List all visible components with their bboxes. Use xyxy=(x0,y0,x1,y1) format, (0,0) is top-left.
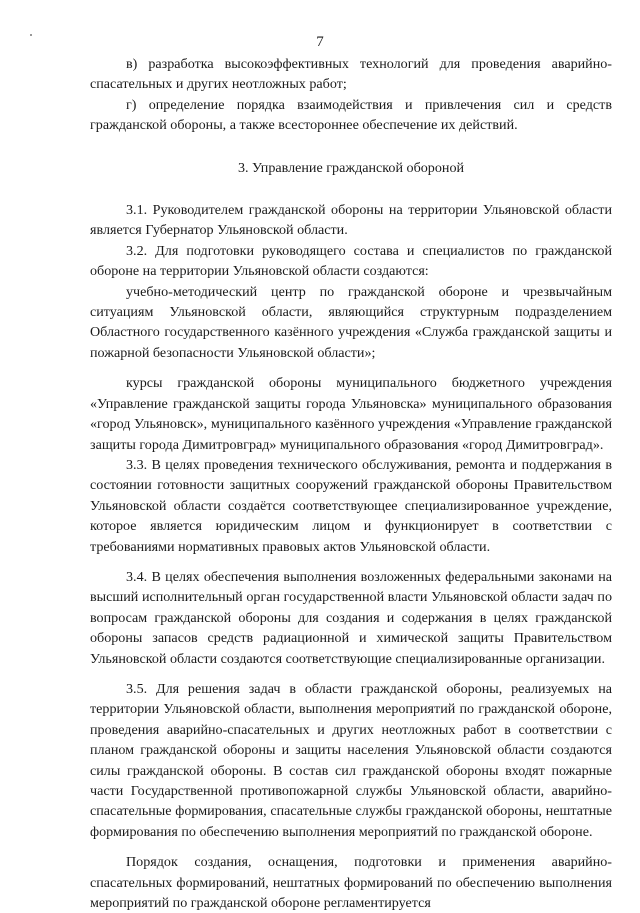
paragraph-g: г) определение порядка взаимодействия и привлечения сил и средств гражданской обороны, а также всестороннее обеспечение их действий. xyxy=(90,96,612,134)
paragraph-courses: курсы гражданской обороны муниципального бюджетного учреждения «Управление гражданской защиты города Ульяновска» муниципального образования «город Ульяновск», муниципального казённого учреждения «Управление гражданской защиты города Димитровград» муниципального образования «город Димитровград». xyxy=(90,375,612,453)
paragraph-procedure: Порядок создания, оснащения, подготовки и применения аварийно-спасательных формирований, нештатных формирований по обеспечению выполнения мероприятий по гражданской обороне регламентируется xyxy=(90,854,612,912)
paragraph-3-4: 3.4. В целях обеспечения выполнения возложенных федеральными законами на высший исполнительный орган государственной власти Ульяновской области задач по вопросам гражданской обороны для создания и содержания в целях гражданской обороны запасов средств радиационной и химической защиты Правительством Ульяновской области создаются соответствующие специализированные организации. xyxy=(90,568,612,667)
paragraph-3-5: 3.5. Для решения задач в области гражданской обороны, реализуемых на территории Ульяновской области, выполнения мероприятий по гражданской обороне, проведения аварийно-спасательных и других неотложных работ в соответствии с планом гражданской обороны и защиты населения Ульяновской области создаются силы гражданской обороны. В состав сил гражданской обороны входят пожарные части Государственной противопожарной службы Ульяновской области, аварийно-спасательные формирования, спасательные службы гражданской обороны, нештатные формирования по обеспечению выполнения мероприятий по гражданской обороне. xyxy=(90,680,612,840)
paragraph-3-2: 3.2. Для подготовки руководящего состава и специалистов по гражданской обороне на территории Ульяновской области создаются: xyxy=(90,242,612,280)
page-number: 7 xyxy=(316,34,324,50)
section-heading: 3. Управление гражданской обороной xyxy=(237,159,465,176)
paragraph-training-center: учебно-методический центр по гражданской обороне и чрезвычайным ситуациям Ульяновской области, являющийся структурным подразделением Областного государственного казённого учреждения «Служба гражданской защиты и пожарной безопасности Ульяновской области»; xyxy=(90,283,612,361)
document-body xyxy=(90,54,612,913)
paragraph-3-1: 3.1. Руководителем гражданской обороны на территории Ульяновской области является Губернатор Ульяновской области. xyxy=(90,202,612,239)
paragraph-3-3: 3.3. В целях проведения технического обслуживания, ремонта и поддержания в состоянии готовности защитных сооружений гражданской обороны Правительством Ульяновской области создаётся соответствующее специализированное учреждение, которое является юридическим лицом и функционирует в соответствии с требованиями нормативных правовых актов Ульяновской области. xyxy=(90,456,612,555)
paragraph-v: в) разработка высокоэффективных технологий для проведения аварийно-спасательных и других неотложных работ; xyxy=(90,56,612,93)
